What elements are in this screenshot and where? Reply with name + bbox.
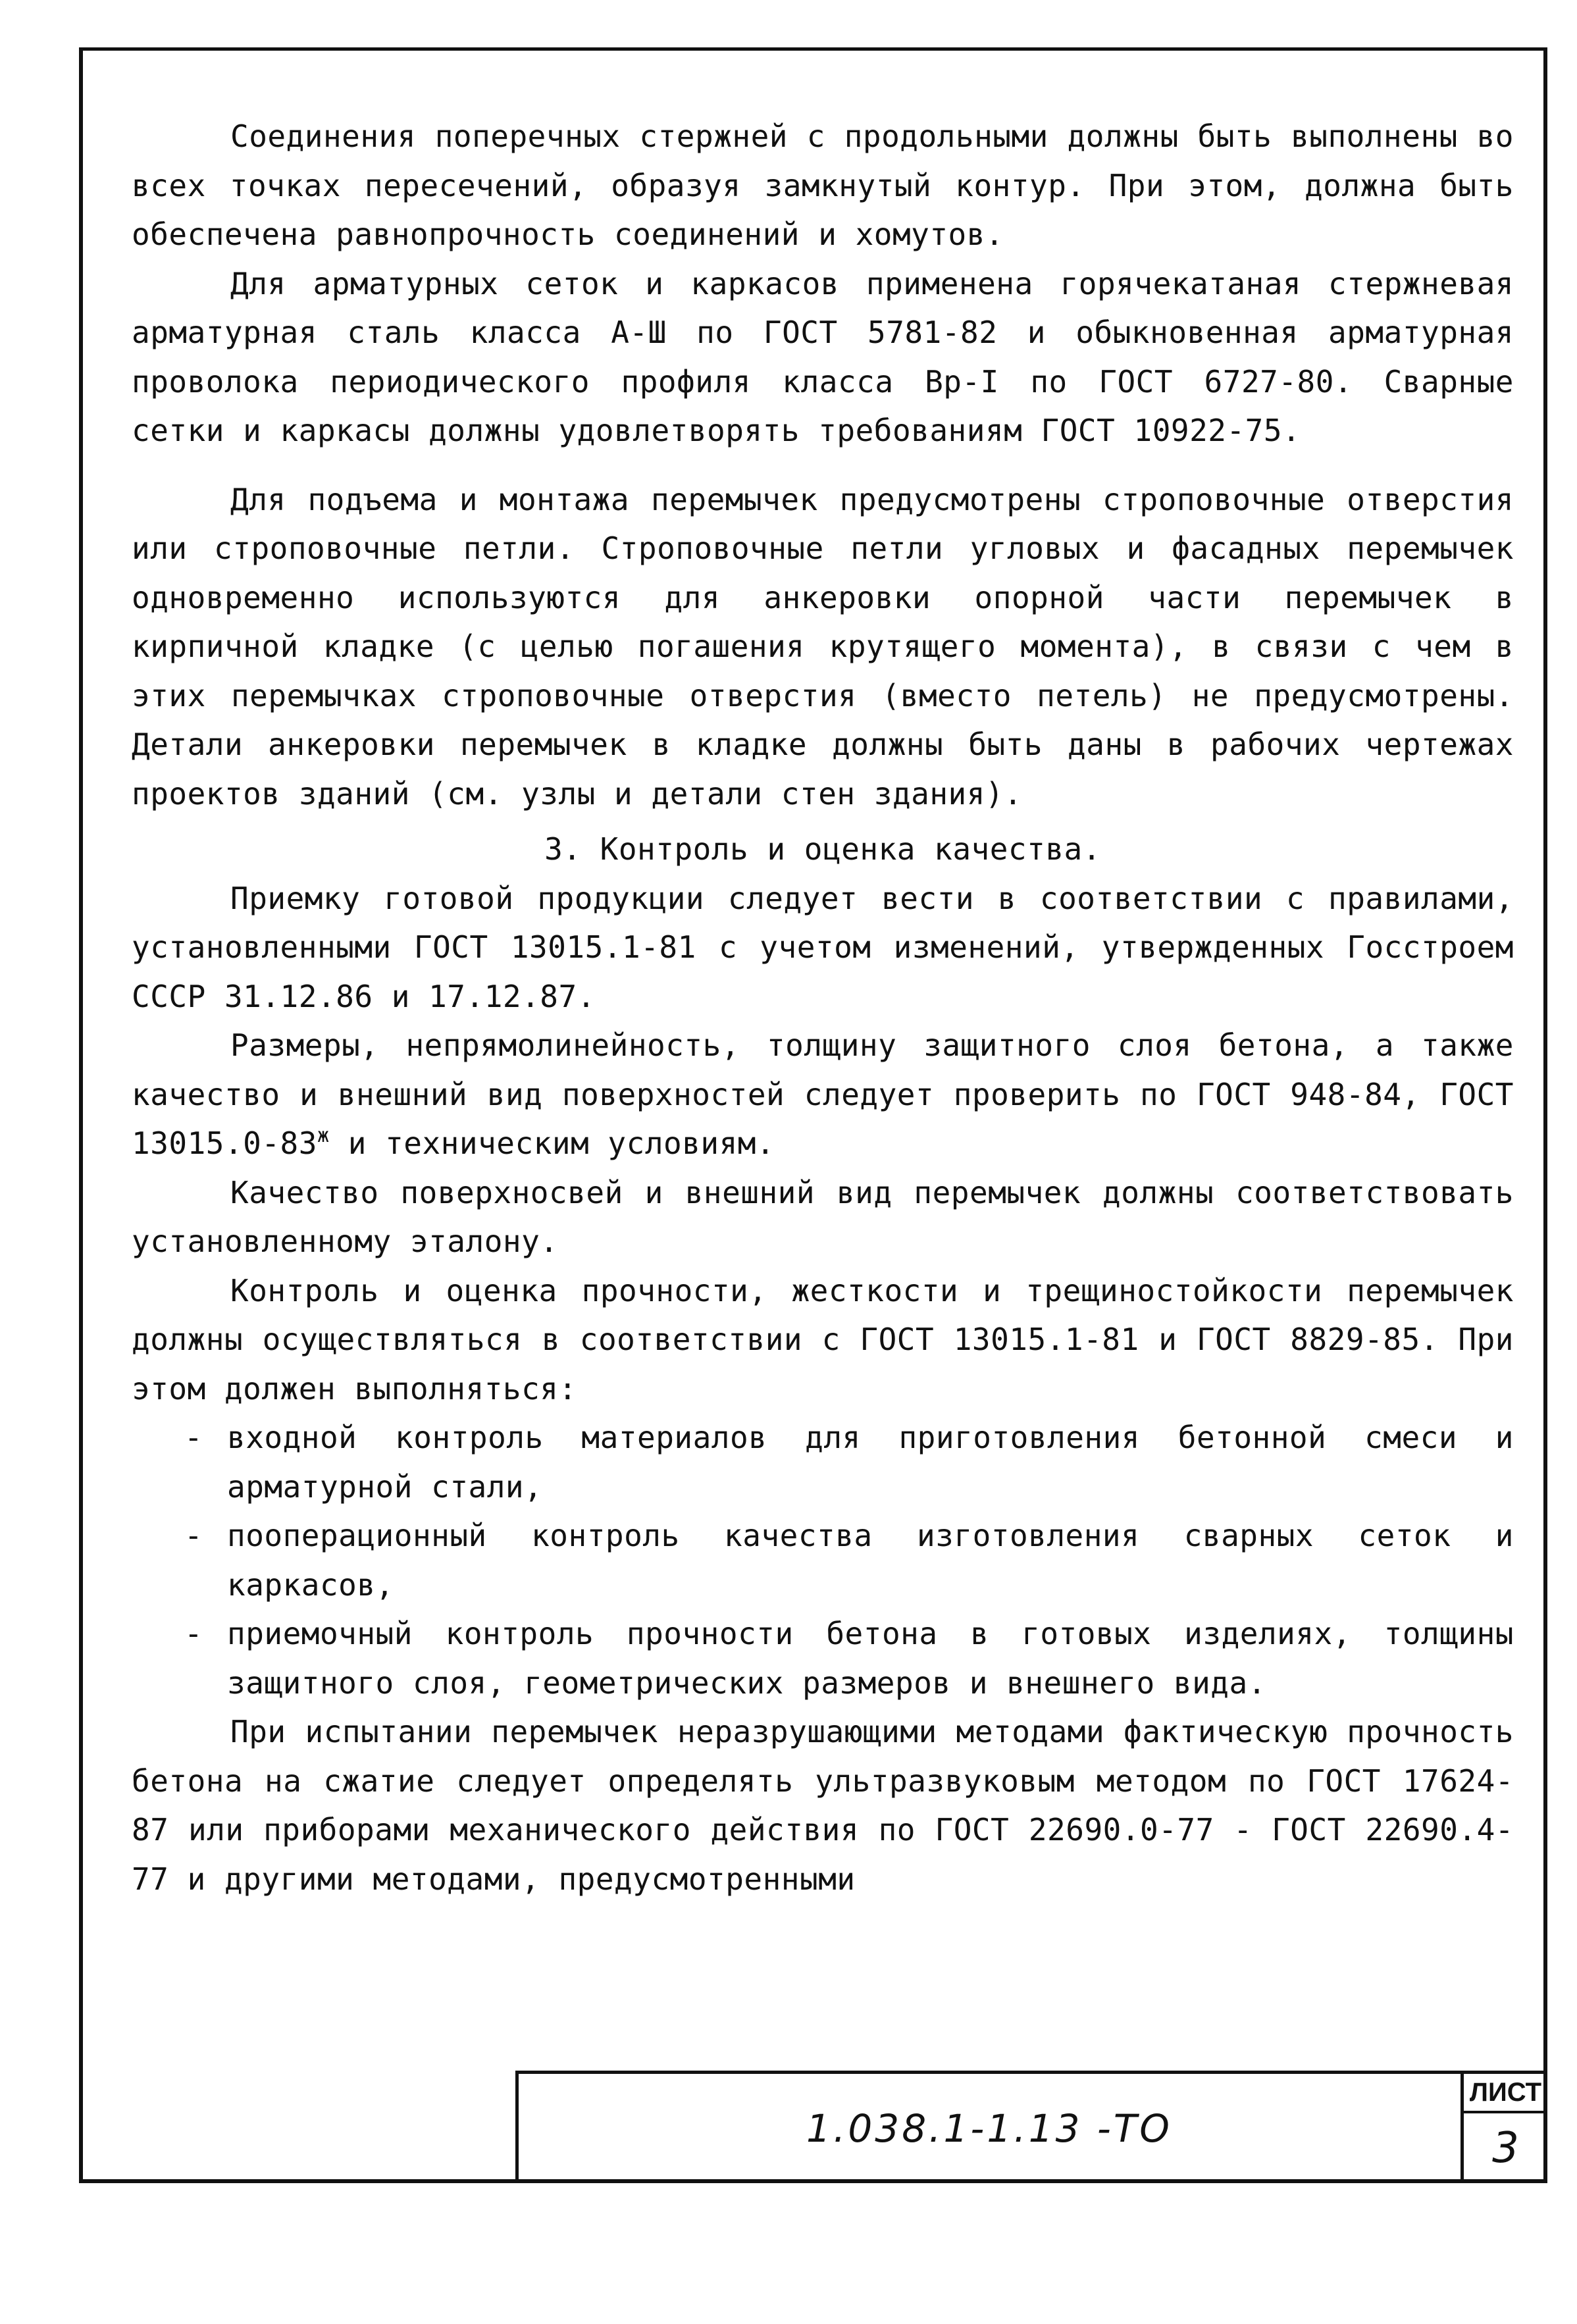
list-dash: - [184,1616,203,1651]
sheet-label: ЛИСТ [1464,2074,1547,2113]
paragraph-reinforcement-steel: Для арматурных сеток и каркасов применена горячекатаная стержневая арматурная сталь класса А-Ш по ГОСТ 5781-82 и обыкновенная арматурная проволока периодического профиля класса Вр-I по ГОСТ 6727-80. Сварные сетки и каркасы должны удовлетворять требованиям ГОСТ 10922-75. [132,265,1514,448]
list-item [132,1511,1514,1609]
document-code: 1.038.1-1.13 -ТО [806,2106,1172,2151]
section-heading: 3. Контроль и оценка качества. [544,831,1101,867]
list-dash: - [184,1518,203,1553]
paragraph-lifting-loops: Для подъема и монтажа перемычек предусмотрены строповочные отверстия или строповочные петли. Строповочные петли угловых и фасадных перемычек одновременно используются для анкеровки опорной части перемычек в кирпичной кладке (с целью погашения крутящего момента), в связи с чем в этих перемычках строповочные отверстия (вместо петель) не предусмотрены. Детали анкеровки перемычек в кладке должны быть даны в рабочих чертежах проектов зданий (см. узлы и детали стен здания). [132,481,1514,812]
paragraph-dimensions-tail: и техническим условиям. [329,1125,775,1161]
document-body [132,112,1514,1903]
paragraph-welded-joints: Соединения поперечных стержней с продольными должны быть выполнены во всех точках пересечений, образуя замкнутый контур. При этом, должна быть обеспечена равнопрочность соединений и хомутов. [132,118,1514,252]
sheet-box [1461,2074,1547,2183]
superscript-mark: ж [317,1124,330,1147]
list-item-text: пооперационный контроль качества изготовления сварных сеток и каркасов, [227,1518,1514,1603]
control-list [132,1413,1514,1707]
sheet-number: 3 [1492,2124,1519,2173]
paragraph-dimensions-check [132,1021,1514,1168]
title-block [515,2071,1547,2183]
paragraph-nondestructive-testing: При испытании перемычек неразрушающими методами фактическую прочность бетона на сжатие следует определять ультразвуковым методом по ГОСТ 17624-87 или приборами механического действия по ГОСТ 22690.0-77 - ГОСТ 22690.4-77 и другими методами, предусмотренными [132,1714,1514,1897]
paragraph-acceptance: Приемку готовой продукции следует вести в соответствии с правилами, установленными ГОСТ 13015.1-81 с учетом изменений, утвержденных Госстроем СССР 31.12.86 и 17.12.87. [132,880,1514,1014]
list-item [132,1413,1514,1511]
list-dash: - [184,1420,203,1455]
paragraph-surface-quality: Качество поверхносвей и внешний вид перемычек должны соответствовать установленному эталону. [132,1174,1514,1259]
paragraph-dimensions-text: Размеры, непрямолинейность, толщину защитного слоя бетона, а также качество и внешний вид поверхностей следует проверить по ГОСТ 948-84, ГОСТ 13015.0-83 [132,1027,1514,1161]
paragraph-strength-control: Контроль и оценка прочности, жесткости и трещиностойкости перемычек должны осуществляться в соответствии с ГОСТ 13015.1-81 и ГОСТ 8829-85. При этом должен выполняться: [132,1272,1514,1407]
list-item-text: приемочный контроль прочности бетона в готовых изделиях, толщины защитного слоя, геометрических размеров и внешнего вида. [227,1616,1514,1701]
list-item-text: входной контроль материалов для приготовления бетонной смеси и арматурной стали, [227,1420,1514,1505]
list-item [132,1609,1514,1707]
